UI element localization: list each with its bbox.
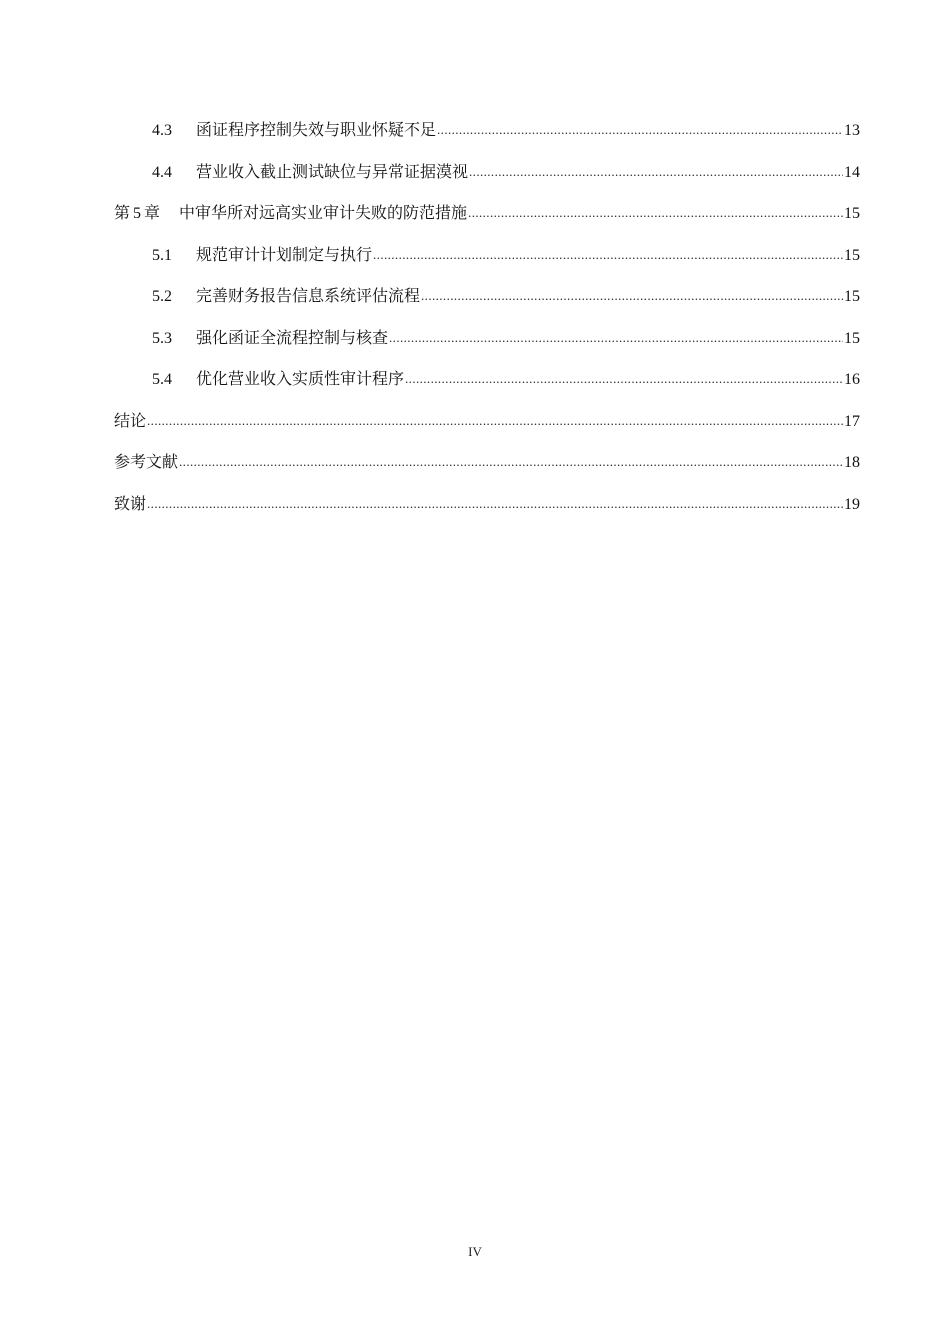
toc-entry-5-2[interactable] — [114, 283, 860, 325]
page-number: IV — [468, 1244, 482, 1259]
toc-chapter-number: 5 — [133, 205, 142, 222]
toc-entry-page: 15 — [844, 205, 860, 222]
toc-entry-page: 15 — [844, 246, 860, 264]
toc-entry-page: 15 — [844, 329, 860, 347]
toc-dot-leader — [405, 365, 843, 392]
toc-dot-leader — [147, 407, 843, 434]
toc-entry-number: 5.4 — [152, 371, 172, 388]
toc-dot-leader — [373, 241, 843, 268]
toc-entry-number: 4.3 — [152, 122, 172, 139]
toc-entry-title: 致谢 — [114, 493, 147, 513]
toc-entry-5-1[interactable] — [114, 242, 860, 284]
toc-entry-5-4[interactable] — [114, 366, 860, 408]
toc-entry-page: 19 — [844, 495, 860, 513]
toc-entry-page: 15 — [844, 288, 860, 305]
toc-entry-title: 结论 — [114, 410, 147, 430]
toc-entry-acknowledgements[interactable] — [114, 491, 860, 533]
toc-dot-leader — [437, 116, 843, 143]
toc-chapter-prefix: 第 — [114, 203, 131, 222]
toc-entry-title: 参考文献 — [114, 452, 179, 471]
toc-dot-leader — [468, 199, 843, 226]
toc-entry-number: 5.2 — [152, 288, 172, 305]
toc-entry-page: 14 — [844, 163, 860, 181]
toc-entry-chapter-5[interactable] — [114, 200, 860, 242]
toc-entry-number: 5.3 — [152, 329, 172, 347]
toc-dot-leader — [179, 448, 843, 475]
toc-entry-page: 17 — [844, 412, 860, 430]
toc-entry-references[interactable] — [114, 449, 860, 491]
toc-entry-page: 13 — [844, 122, 860, 139]
toc-entry-4-4[interactable] — [114, 159, 860, 201]
toc-dot-leader — [469, 158, 843, 185]
toc-entry-conclusion[interactable] — [114, 408, 860, 450]
toc-dot-leader — [389, 324, 843, 351]
toc-entry-title: 营业收入截止测试缺位与异常证据漠视 — [196, 161, 469, 181]
toc-entry-title: 函证程序控制失效与职业怀疑不足 — [196, 120, 437, 139]
toc-entry-4-3[interactable] — [114, 117, 860, 159]
toc-dot-leader — [421, 282, 843, 309]
table-of-contents — [114, 117, 860, 532]
toc-dot-leader — [147, 490, 843, 517]
toc-entry-page: 16 — [844, 371, 860, 388]
toc-entry-page: 18 — [844, 454, 860, 471]
toc-entry-number: 4.4 — [152, 163, 172, 181]
toc-entry-title: 优化营业收入实质性审计程序 — [196, 369, 405, 388]
toc-entry-title: 中审华所对远高实业审计失败的防范措施 — [179, 203, 468, 222]
toc-entry-title: 规范审计计划制定与执行 — [196, 244, 373, 264]
toc-chapter-suffix: 章 — [144, 203, 161, 222]
toc-entry-title: 强化函证全流程控制与核查 — [196, 327, 389, 347]
toc-entry-5-3[interactable] — [114, 325, 860, 367]
toc-entry-title: 完善财务报告信息系统评估流程 — [196, 286, 421, 305]
toc-entry-number: 5.1 — [152, 246, 172, 264]
